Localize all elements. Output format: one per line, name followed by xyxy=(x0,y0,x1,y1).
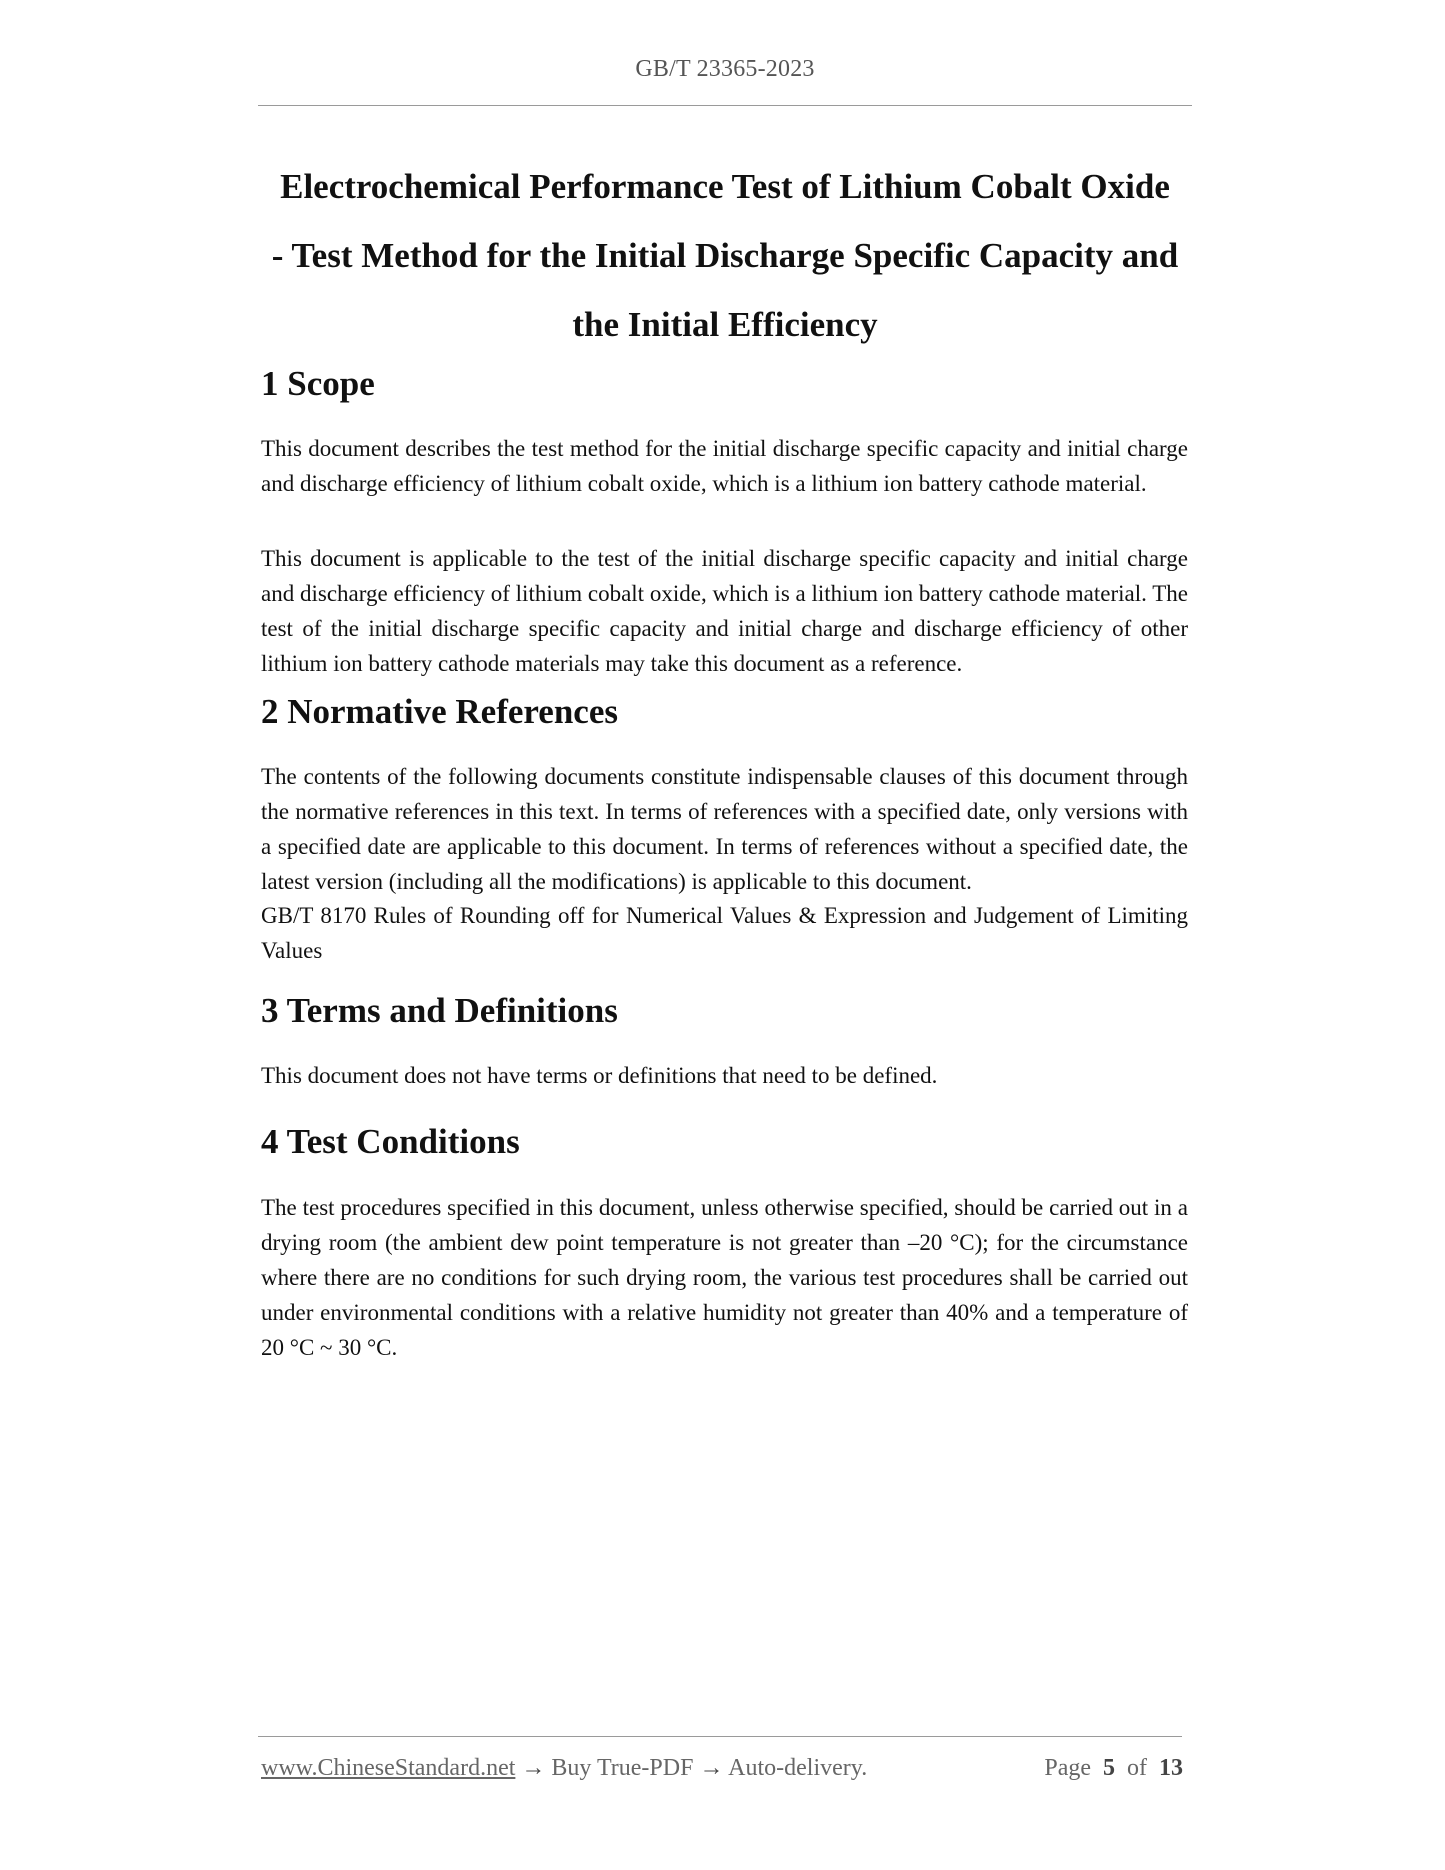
of-label: of xyxy=(1127,1755,1147,1781)
section-heading-terms-and-definitions: 3 Terms and Definitions xyxy=(261,991,618,1030)
section-heading-test-conditions: 4 Test Conditions xyxy=(261,1122,520,1161)
arrow-right-icon: → xyxy=(521,1755,546,1781)
section-heading-normative-references: 2 Normative References xyxy=(261,692,618,731)
footer-divider xyxy=(258,1736,1182,1737)
section-heading-scope: 1 Scope xyxy=(261,364,375,403)
normative-references-paragraph-2: GB/T 8170 Rules of Rounding off for Numerical Values & Expression and Judgement of Limiting Values xyxy=(261,903,1188,963)
chinese-standard-site-link[interactable]: www.ChineseStandard.net xyxy=(261,1755,516,1781)
document-title xyxy=(250,152,1200,359)
normative-references-paragraph-1: The contents of the following documents constitute indispensable clauses of this document through the normative references in this text. In terms of references with a specified date, only versions with a specified date are applicable to this document. In terms of references without a specified date, the latest version (including all the modifications) is applicable to this document. xyxy=(261,764,1188,894)
title-line-3: the Initial Efficiency xyxy=(572,305,878,344)
page-header-standard-code: GB/T 23365-2023 xyxy=(635,56,815,82)
footer-delivery-text: Auto-delivery. xyxy=(723,1755,868,1781)
title-line-1: Electrochemical Performance Test of Lithium Cobalt Oxide xyxy=(280,167,1170,206)
page-label: Page xyxy=(1044,1755,1091,1781)
footer-promo xyxy=(261,1755,867,1782)
scope-paragraph-2: This document is applicable to the test of the initial discharge specific capacity and initial charge and discharge efficiency of lithium cobalt oxide, which is a lithium ion battery cathode material. The test of the initial discharge specific capacity and initial charge and discharge efficiency of other lithium ion battery cathode materials may take this document as a reference. xyxy=(261,546,1188,676)
total-page-count: 13 xyxy=(1159,1755,1183,1781)
current-page-number: 5 xyxy=(1103,1755,1115,1781)
scope-paragraph-1: This document describes the test method for the initial discharge specific capacity and initial charge and discharge efficiency of lithium cobalt oxide, which is a lithium ion battery cathode material. xyxy=(261,436,1188,496)
terms-paragraph-1: This document does not have terms or definitions that need to be defined. xyxy=(261,1063,938,1088)
arrow-right-icon: → xyxy=(699,1755,724,1781)
footer-buy-text: Buy True-PDF xyxy=(545,1755,700,1781)
test-conditions-paragraph-1: The test procedures specified in this document, unless otherwise specified, should be carried out in a drying room (the ambient dew point temperature is not greater than –20 °C); for the circumstance where there are no conditions for such drying room, the various test procedures shall be carried out under environmental conditions with a relative humidity not greater than 40% and a temperature of 20 °C ~ 30 °C. xyxy=(261,1195,1188,1360)
header-divider xyxy=(258,105,1192,106)
title-line-2: - Test Method for the Initial Discharge Specific Capacity and xyxy=(271,236,1179,275)
page-indicator xyxy=(1044,1755,1183,1782)
